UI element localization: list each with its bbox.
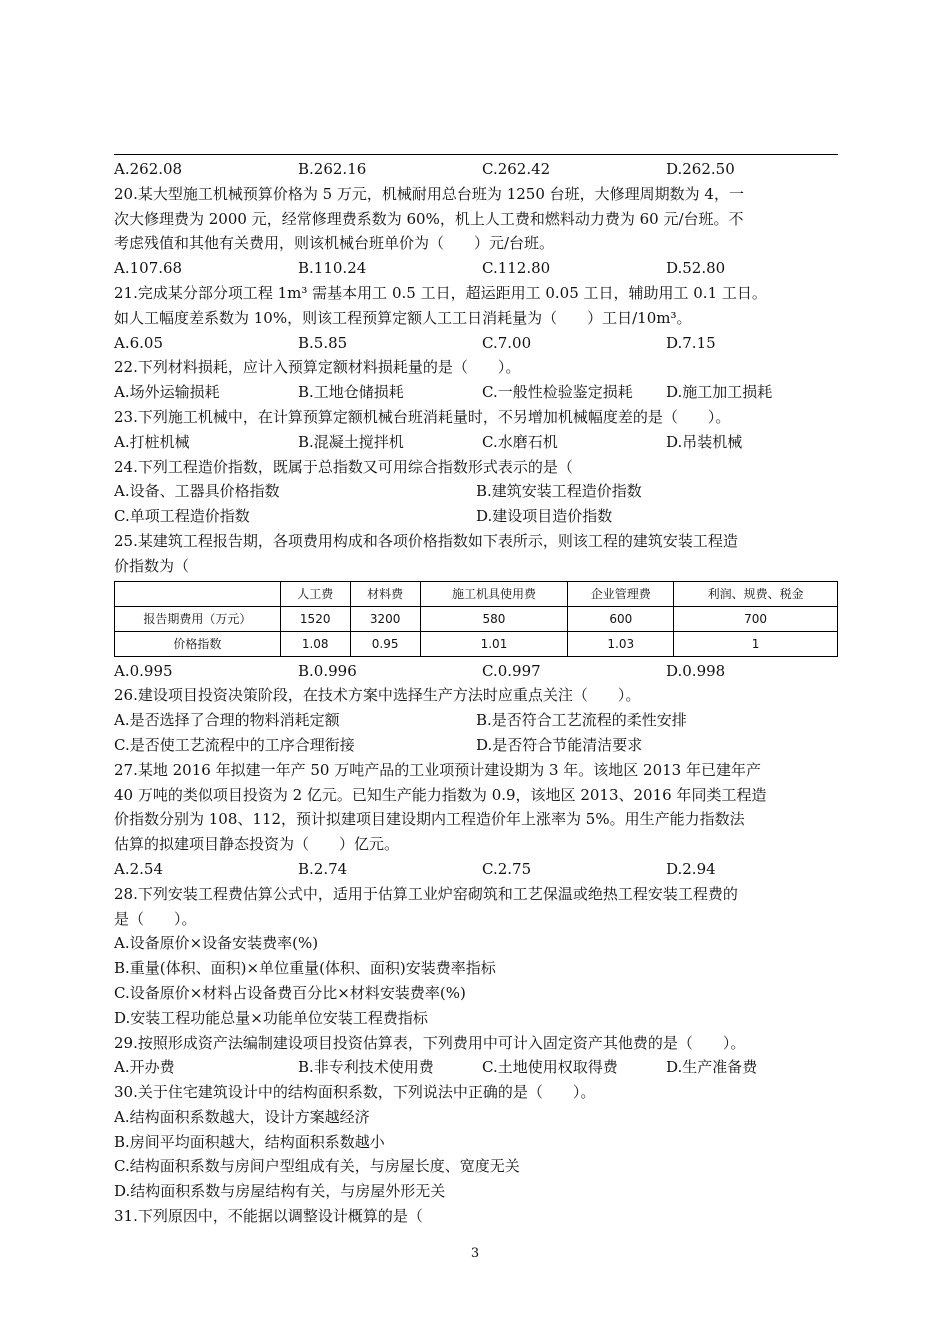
table-cell: 企业管理费 — [568, 581, 674, 606]
option: D.7.15 — [666, 333, 716, 352]
option: B.重量(体积、面积)×单位重量(体积、面积)安装费率指标 — [114, 959, 496, 978]
option: D.是否符合节能清洁要求 — [476, 735, 643, 754]
question-text: 25.某建筑工程报告期，各项费用构成和各项价格指数如下表所示，则该工程的建筑安装工程造 — [114, 531, 738, 550]
option: C.是否使工艺流程中的工序合理衔接 — [114, 735, 355, 754]
options — [114, 479, 838, 504]
question-26 — [114, 683, 838, 757]
table-cell: 3200 — [350, 606, 420, 631]
question-text: 如人工幅度差系数为 10%，则该工程预算定额人工工日消耗量为（ ）工日/10m³。 — [114, 308, 692, 327]
option: B.0.996 — [298, 661, 357, 680]
question-29 — [114, 1031, 838, 1081]
table-cell: 报告期费用（万元） — [115, 606, 281, 631]
question-text: 23.下列施工机械中，在计算预算定额机械台班消耗量时，不另增加机械幅度差的是（ ）。 — [114, 407, 731, 426]
question-text: 26.建设项目投资决策阶段，在技术方案中选择生产方法时应重点关注（ ）。 — [114, 686, 641, 705]
option: B.是否符合工艺流程的柔性安排 — [476, 711, 687, 730]
option: C.一般性检验鉴定损耗 — [482, 383, 633, 402]
table-cell — [115, 581, 281, 606]
question-23 — [114, 405, 838, 455]
option: B.工地仓储损耗 — [298, 383, 404, 402]
option: D.安装工程功能总量×功能单位安装工程费指标 — [114, 1008, 428, 1027]
question-text: 考虑残值和其他有关费用，则该机械台班单价为（ ）元/台班。 — [114, 234, 555, 253]
table-cell: 580 — [420, 606, 568, 631]
question-25 — [114, 529, 838, 683]
option: C.2.75 — [482, 859, 532, 878]
option: A.6.05 — [114, 333, 163, 352]
table-cell: 1.03 — [568, 631, 674, 656]
cost-index-table — [114, 581, 838, 657]
option: A.是否选择了合理的物料消耗定额 — [114, 711, 340, 730]
question-text: 31.下列原因中，不能据以调整设计概算的是（ — [114, 1207, 423, 1226]
option: C.0.997 — [482, 661, 541, 680]
option: A.设备原价×设备安装费率(%) — [114, 934, 319, 953]
options — [114, 659, 838, 684]
question-text: 20.某大型施工机械预算价格为 5 万元，机械耐用总台班为 1250 台班，大修理周期数为 4，一 — [114, 184, 744, 203]
option: C.单项工程造价指数 — [114, 507, 250, 526]
question-text: 22.下列材料损耗，应计入预算定额材料损耗量的是（ ）。 — [114, 358, 521, 377]
question-27 — [114, 758, 838, 882]
options — [114, 857, 838, 882]
table-cell: 700 — [674, 606, 838, 631]
top-rule — [114, 154, 838, 155]
question-text: 29.按照形成资产法编制建设项目投资估算表，下列费用中可计入固定资产其他费的是（ ）。 — [114, 1033, 746, 1052]
question-text: 估算的拟建项目静态投资为（ ）亿元。 — [114, 835, 400, 854]
table-row — [115, 606, 838, 631]
table-row — [115, 631, 838, 656]
options — [114, 504, 838, 529]
table-cell: 1 — [674, 631, 838, 656]
question-text: 24.下列工程造价指数，既属于总指数又可用综合指数形式表示的是（ — [114, 457, 573, 476]
table-cell: 0.95 — [350, 631, 420, 656]
option: B.2.74 — [298, 859, 348, 878]
question-30 — [114, 1080, 838, 1204]
option: D.2.94 — [666, 859, 716, 878]
option: C.设备原价×材料占设备费百分比×材料安装费率(%) — [114, 983, 466, 1002]
option: C.结构面积系数与房间户型组成有关，与房屋长度、宽度无关 — [114, 1157, 520, 1176]
question-text: 27.某地 2016 年拟建一年产 50 万吨产品的工业项预计建设期为 3 年。该地区 2013 年已建年产 — [114, 760, 761, 779]
option: C.水磨石机 — [482, 432, 558, 451]
option: D.建设项目造价指数 — [476, 507, 613, 526]
option: B.混凝土搅拌机 — [298, 432, 404, 451]
question-20 — [114, 182, 838, 281]
table-cell: 1.01 — [420, 631, 568, 656]
question-28 — [114, 882, 838, 1031]
question-text: 是（ ）。 — [114, 909, 197, 928]
option: B.建筑安装工程造价指数 — [476, 482, 642, 501]
option: C.262.42 — [482, 160, 551, 178]
q19-options — [114, 157, 838, 182]
question-21 — [114, 281, 838, 355]
option: C.112.80 — [482, 259, 551, 278]
question-text: 21.完成某分部分项工程 1m³ 需基本用工 0.5 工日，超运距用工 0.05 工日，辅助用工 0.1 工日。 — [114, 283, 767, 302]
table-cell: 600 — [568, 606, 674, 631]
question-24 — [114, 455, 838, 529]
option: A.262.08 — [114, 160, 183, 178]
table-cell: 价格指数 — [115, 631, 281, 656]
question-text: 价指数为（ — [114, 556, 190, 575]
options — [114, 331, 838, 356]
option: D.施工加工损耗 — [666, 383, 773, 402]
option: A.2.54 — [114, 859, 163, 878]
options — [114, 1055, 838, 1080]
option: D.0.998 — [666, 661, 726, 680]
question-text: 次大修理费为 2000 元，经常修理费系数为 60%，机上人工费和燃料动力费为 60 元/台班。不 — [114, 209, 744, 228]
table-cell: 利润、规费、税金 — [674, 581, 838, 606]
option: A.开办费 — [114, 1058, 175, 1077]
options — [114, 430, 838, 455]
option: A.场外运输损耗 — [114, 383, 220, 402]
table-header-row — [115, 581, 838, 606]
table-cell: 材料费 — [350, 581, 420, 606]
option: A.设备、工器具价格指数 — [114, 482, 280, 501]
option: B.房间平均面积越大，结构面积系数越小 — [114, 1132, 385, 1151]
option: B.262.16 — [298, 160, 367, 178]
option: A.打桩机械 — [114, 432, 190, 451]
option: D.生产准备费 — [666, 1058, 758, 1077]
option: D.52.80 — [666, 259, 726, 278]
question-text: 40 万吨的类似项目投资为 2 亿元。已知生产能力指数为 0.9，该地区 2013、2016 年同类工程造 — [114, 785, 767, 804]
option: B.5.85 — [298, 333, 348, 352]
options — [114, 256, 838, 281]
table-cell: 施工机具使用费 — [420, 581, 568, 606]
table-cell: 1.08 — [280, 631, 350, 656]
table-cell: 1520 — [280, 606, 350, 631]
question-22 — [114, 355, 838, 405]
question-text: 30.关于住宅建筑设计中的结构面积系数，下列说法中正确的是（ ）。 — [114, 1083, 596, 1102]
options — [114, 733, 838, 758]
option: D.吊装机械 — [666, 432, 743, 451]
question-31 — [114, 1204, 838, 1229]
option: A.结构面积系数越大，设计方案越经济 — [114, 1107, 370, 1126]
table-cell: 人工费 — [280, 581, 350, 606]
options — [114, 380, 838, 405]
page-number: 3 — [470, 1246, 480, 1261]
option: C.土地使用权取得费 — [482, 1058, 618, 1077]
question-text: 价指数分别为 108、112，预计拟建项目建设期内工程造价年上涨率为 5%。用生产能力指数法 — [114, 810, 745, 829]
option: D.结构面积系数与房屋结构有关，与房屋外形无关 — [114, 1182, 446, 1201]
option: C.7.00 — [482, 333, 532, 352]
option: D.262.50 — [666, 160, 735, 178]
option: B.110.24 — [298, 259, 367, 278]
options — [114, 708, 838, 733]
question-text: 28.下列安装工程费估算公式中，适用于估算工业炉窑砌筑和工艺保温或绝热工程安装工程费的 — [114, 884, 738, 903]
document-body — [114, 154, 838, 1229]
option: A.107.68 — [114, 259, 183, 278]
option: B.非专利技术使用费 — [298, 1058, 434, 1077]
option: A.0.995 — [114, 661, 173, 680]
